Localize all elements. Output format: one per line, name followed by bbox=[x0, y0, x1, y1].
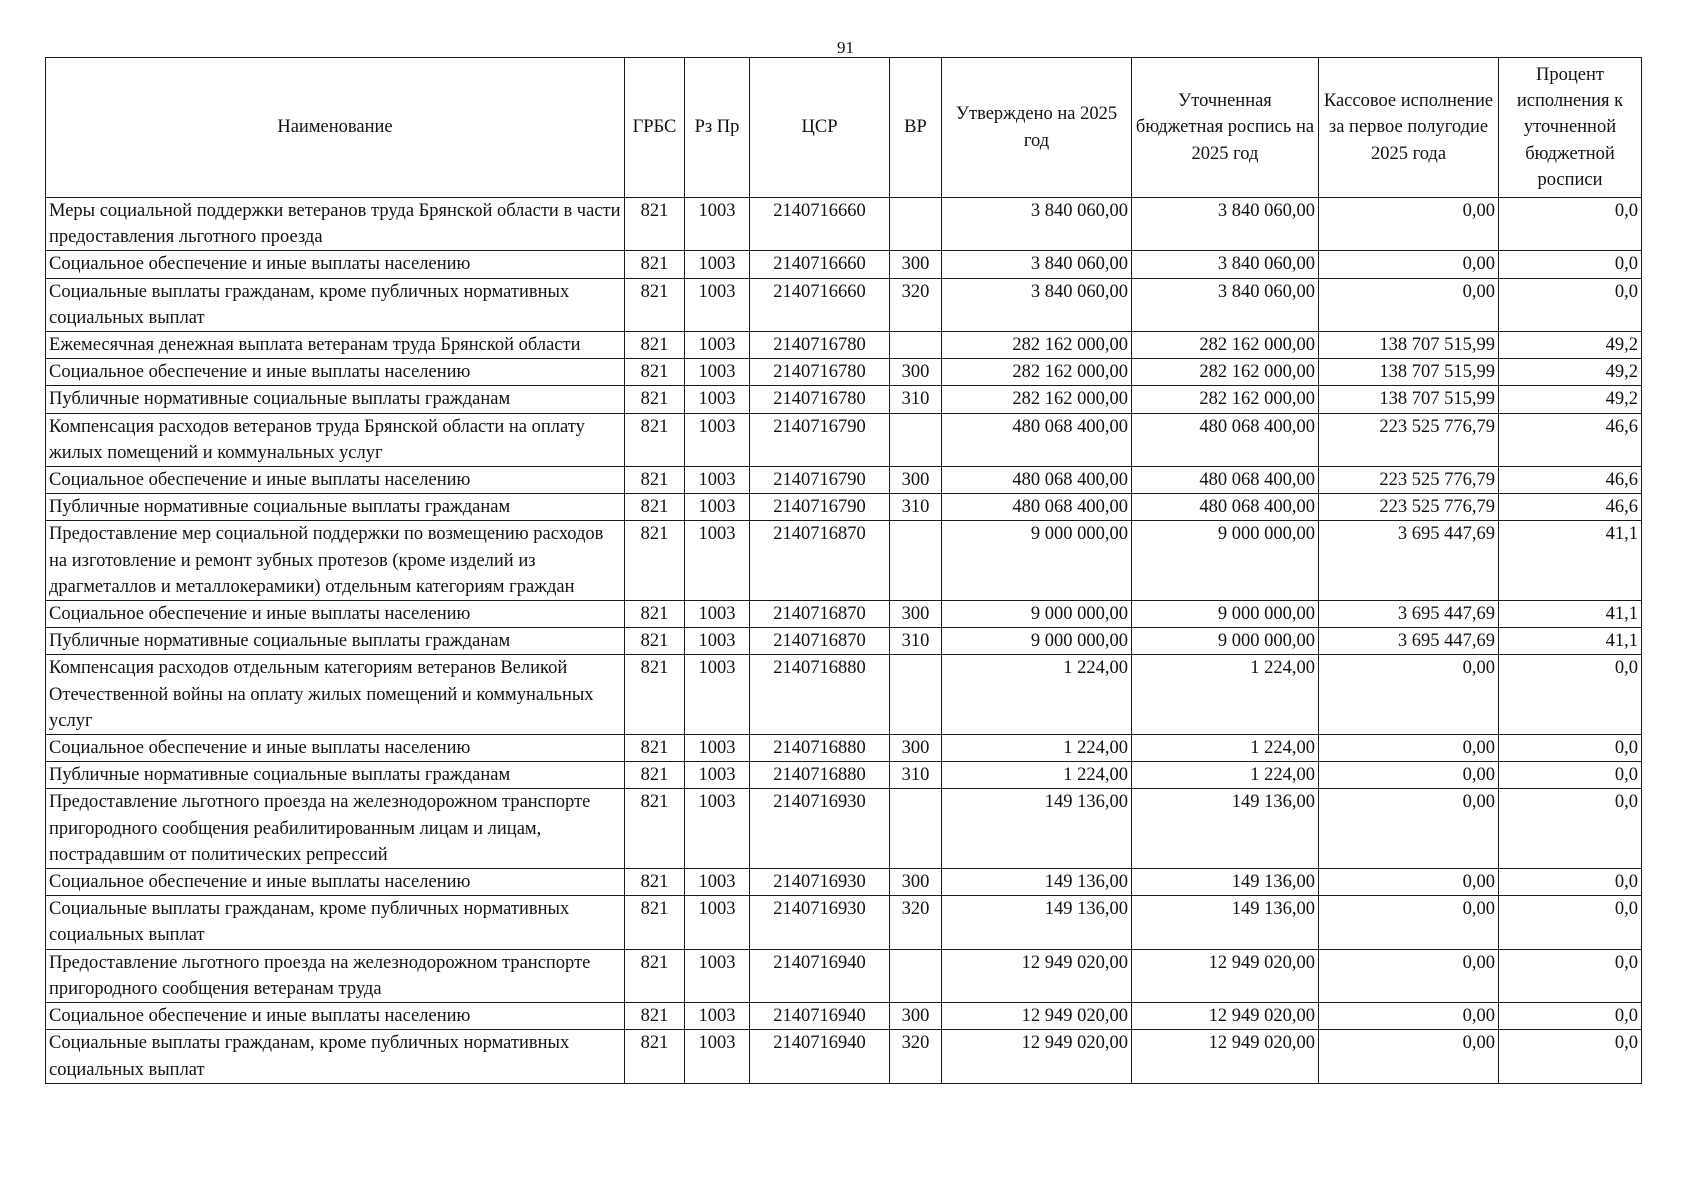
cell-rzpr: 1003 bbox=[685, 735, 750, 762]
cell-cash: 0,00 bbox=[1319, 789, 1499, 869]
cell-rzpr: 1003 bbox=[685, 896, 750, 949]
cell-vr: 300 bbox=[890, 467, 942, 494]
cell-grbs: 821 bbox=[625, 278, 685, 331]
cell-approved: 282 162 000,00 bbox=[942, 332, 1132, 359]
cell-vr: 300 bbox=[890, 251, 942, 278]
budget-execution-table bbox=[45, 57, 1642, 1084]
cell-vr: 300 bbox=[890, 1003, 942, 1030]
cell-csr: 2140716780 bbox=[750, 386, 890, 413]
cell-cash: 0,00 bbox=[1319, 896, 1499, 949]
cell-csr: 2140716930 bbox=[750, 896, 890, 949]
page-number: 91 bbox=[837, 38, 854, 57]
table-row bbox=[46, 628, 1642, 655]
cell-refined: 1 224,00 bbox=[1132, 762, 1319, 789]
cell-csr: 2140716790 bbox=[750, 413, 890, 466]
cell-rzpr: 1003 bbox=[685, 1003, 750, 1030]
cell-percent: 0,0 bbox=[1499, 896, 1642, 949]
cell-percent: 49,2 bbox=[1499, 386, 1642, 413]
cell-name: Предоставление льготного проезда на железнодорожном транспорте пригородного сообщения ветеранам труда bbox=[46, 949, 625, 1002]
cell-grbs: 821 bbox=[625, 655, 685, 735]
cell-refined: 3 840 060,00 bbox=[1132, 278, 1319, 331]
cell-percent: 0,0 bbox=[1499, 655, 1642, 735]
cell-csr: 2140716660 bbox=[750, 278, 890, 331]
cell-vr bbox=[890, 789, 942, 869]
cell-cash: 0,00 bbox=[1319, 1030, 1499, 1083]
cell-csr: 2140716780 bbox=[750, 332, 890, 359]
header-csr: ЦСР bbox=[750, 58, 890, 198]
cell-name: Ежемесячная денежная выплата ветеранам труда Брянской области bbox=[46, 332, 625, 359]
header-grbs: ГРБС bbox=[625, 58, 685, 198]
cell-rzpr: 1003 bbox=[685, 789, 750, 869]
cell-rzpr: 1003 bbox=[685, 413, 750, 466]
table-row bbox=[46, 655, 1642, 735]
cell-cash: 223 525 776,79 bbox=[1319, 494, 1499, 521]
cell-grbs: 821 bbox=[625, 494, 685, 521]
cell-vr: 300 bbox=[890, 359, 942, 386]
cell-grbs: 821 bbox=[625, 762, 685, 789]
cell-grbs: 821 bbox=[625, 949, 685, 1002]
cell-grbs: 821 bbox=[625, 521, 685, 601]
cell-refined: 480 068 400,00 bbox=[1132, 413, 1319, 466]
cell-csr: 2140716660 bbox=[750, 198, 890, 251]
cell-approved: 3 840 060,00 bbox=[942, 278, 1132, 331]
cell-grbs: 821 bbox=[625, 359, 685, 386]
cell-grbs: 821 bbox=[625, 1003, 685, 1030]
cell-csr: 2140716930 bbox=[750, 869, 890, 896]
cell-vr: 300 bbox=[890, 601, 942, 628]
cell-cash: 223 525 776,79 bbox=[1319, 413, 1499, 466]
cell-rzpr: 1003 bbox=[685, 762, 750, 789]
cell-vr bbox=[890, 413, 942, 466]
cell-refined: 149 136,00 bbox=[1132, 869, 1319, 896]
cell-name: Социальные выплаты гражданам, кроме публичных нормативных социальных выплат bbox=[46, 896, 625, 949]
cell-csr: 2140716780 bbox=[750, 359, 890, 386]
cell-csr: 2140716940 bbox=[750, 1003, 890, 1030]
cell-percent: 49,2 bbox=[1499, 359, 1642, 386]
cell-csr: 2140716930 bbox=[750, 789, 890, 869]
header-vr: ВР bbox=[890, 58, 942, 198]
table-row bbox=[46, 467, 1642, 494]
cell-refined: 149 136,00 bbox=[1132, 896, 1319, 949]
table-row bbox=[46, 869, 1642, 896]
cell-grbs: 821 bbox=[625, 467, 685, 494]
cell-grbs: 821 bbox=[625, 869, 685, 896]
cell-approved: 282 162 000,00 bbox=[942, 386, 1132, 413]
cell-grbs: 821 bbox=[625, 601, 685, 628]
cell-grbs: 821 bbox=[625, 198, 685, 251]
cell-name: Социальное обеспечение и иные выплаты населению bbox=[46, 869, 625, 896]
cell-rzpr: 1003 bbox=[685, 278, 750, 331]
cell-approved: 9 000 000,00 bbox=[942, 601, 1132, 628]
cell-grbs: 821 bbox=[625, 628, 685, 655]
cell-approved: 480 068 400,00 bbox=[942, 413, 1132, 466]
header-cash: Кассовое исполнение за первое полугодие 2025 года bbox=[1319, 58, 1499, 198]
cell-csr: 2140716870 bbox=[750, 521, 890, 601]
cell-grbs: 821 bbox=[625, 386, 685, 413]
cell-csr: 2140716880 bbox=[750, 655, 890, 735]
cell-rzpr: 1003 bbox=[685, 494, 750, 521]
cell-cash: 0,00 bbox=[1319, 251, 1499, 278]
cell-csr: 2140716940 bbox=[750, 1030, 890, 1083]
cell-approved: 3 840 060,00 bbox=[942, 251, 1132, 278]
cell-csr: 2140716870 bbox=[750, 601, 890, 628]
table-row bbox=[46, 251, 1642, 278]
cell-vr: 310 bbox=[890, 628, 942, 655]
cell-csr: 2140716660 bbox=[750, 251, 890, 278]
cell-approved: 480 068 400,00 bbox=[942, 494, 1132, 521]
cell-percent: 0,0 bbox=[1499, 251, 1642, 278]
cell-cash: 0,00 bbox=[1319, 278, 1499, 331]
cell-approved: 9 000 000,00 bbox=[942, 521, 1132, 601]
cell-vr: 310 bbox=[890, 762, 942, 789]
cell-vr bbox=[890, 332, 942, 359]
cell-vr: 310 bbox=[890, 494, 942, 521]
cell-grbs: 821 bbox=[625, 896, 685, 949]
cell-name: Социальное обеспечение и иные выплаты населению bbox=[46, 601, 625, 628]
cell-rzpr: 1003 bbox=[685, 521, 750, 601]
cell-name: Предоставление льготного проезда на железнодорожном транспорте пригородного сообщения реабилитированным лицам и лицам, пострадавшим от политических репрессий bbox=[46, 789, 625, 869]
cell-percent: 0,0 bbox=[1499, 1003, 1642, 1030]
cell-name: Социальное обеспечение и иные выплаты населению bbox=[46, 1003, 625, 1030]
cell-name: Социальное обеспечение и иные выплаты населению bbox=[46, 735, 625, 762]
cell-cash: 0,00 bbox=[1319, 735, 1499, 762]
cell-refined: 480 068 400,00 bbox=[1132, 494, 1319, 521]
cell-approved: 149 136,00 bbox=[942, 789, 1132, 869]
cell-percent: 46,6 bbox=[1499, 494, 1642, 521]
cell-approved: 12 949 020,00 bbox=[942, 1030, 1132, 1083]
table-row bbox=[46, 198, 1642, 251]
cell-percent: 0,0 bbox=[1499, 198, 1642, 251]
table-body bbox=[46, 198, 1642, 1084]
table-row bbox=[46, 278, 1642, 331]
header-refined: Уточненная бюджетная роспись на 2025 год bbox=[1132, 58, 1319, 198]
table-row bbox=[46, 521, 1642, 601]
cell-vr: 320 bbox=[890, 896, 942, 949]
cell-approved: 12 949 020,00 bbox=[942, 949, 1132, 1002]
cell-approved: 149 136,00 bbox=[942, 869, 1132, 896]
cell-csr: 2140716790 bbox=[750, 494, 890, 521]
cell-cash: 0,00 bbox=[1319, 655, 1499, 735]
cell-cash: 138 707 515,99 bbox=[1319, 386, 1499, 413]
cell-cash: 0,00 bbox=[1319, 198, 1499, 251]
cell-percent: 0,0 bbox=[1499, 762, 1642, 789]
cell-refined: 282 162 000,00 bbox=[1132, 332, 1319, 359]
cell-name: Социальное обеспечение и иные выплаты населению bbox=[46, 359, 625, 386]
table-row bbox=[46, 386, 1642, 413]
cell-name: Меры социальной поддержки ветеранов труда Брянской области в части предоставления льготного проезда bbox=[46, 198, 625, 251]
cell-cash: 3 695 447,69 bbox=[1319, 601, 1499, 628]
cell-percent: 41,1 bbox=[1499, 601, 1642, 628]
cell-percent: 49,2 bbox=[1499, 332, 1642, 359]
cell-percent: 0,0 bbox=[1499, 1030, 1642, 1083]
cell-refined: 3 840 060,00 bbox=[1132, 251, 1319, 278]
cell-cash: 0,00 bbox=[1319, 762, 1499, 789]
cell-rzpr: 1003 bbox=[685, 467, 750, 494]
cell-cash: 3 695 447,69 bbox=[1319, 628, 1499, 655]
table-row bbox=[46, 494, 1642, 521]
cell-approved: 9 000 000,00 bbox=[942, 628, 1132, 655]
cell-grbs: 821 bbox=[625, 1030, 685, 1083]
cell-csr: 2140716940 bbox=[750, 949, 890, 1002]
table-row bbox=[46, 762, 1642, 789]
cell-rzpr: 1003 bbox=[685, 332, 750, 359]
cell-grbs: 821 bbox=[625, 413, 685, 466]
cell-vr: 310 bbox=[890, 386, 942, 413]
cell-approved: 282 162 000,00 bbox=[942, 359, 1132, 386]
cell-refined: 1 224,00 bbox=[1132, 735, 1319, 762]
cell-refined: 282 162 000,00 bbox=[1132, 359, 1319, 386]
cell-name: Публичные нормативные социальные выплаты гражданам bbox=[46, 386, 625, 413]
cell-grbs: 821 bbox=[625, 735, 685, 762]
cell-name: Социальное обеспечение и иные выплаты населению bbox=[46, 467, 625, 494]
cell-refined: 282 162 000,00 bbox=[1132, 386, 1319, 413]
cell-name: Публичные нормативные социальные выплаты гражданам bbox=[46, 494, 625, 521]
cell-approved: 1 224,00 bbox=[942, 735, 1132, 762]
cell-name: Публичные нормативные социальные выплаты гражданам bbox=[46, 628, 625, 655]
table-row bbox=[46, 735, 1642, 762]
cell-vr bbox=[890, 949, 942, 1002]
cell-cash: 138 707 515,99 bbox=[1319, 359, 1499, 386]
cell-name: Компенсация расходов ветеранов труда Брянской области на оплату жилых помещений и коммунальных услуг bbox=[46, 413, 625, 466]
cell-approved: 1 224,00 bbox=[942, 655, 1132, 735]
cell-cash: 223 525 776,79 bbox=[1319, 467, 1499, 494]
cell-approved: 1 224,00 bbox=[942, 762, 1132, 789]
cell-name: Предоставление мер социальной поддержки по возмещению расходов на изготовление и ремонт зубных протезов (кроме изделий из драгметаллов и металлокерамики) отдельным категориям граждан bbox=[46, 521, 625, 601]
cell-vr: 320 bbox=[890, 278, 942, 331]
cell-percent: 0,0 bbox=[1499, 869, 1642, 896]
cell-vr: 320 bbox=[890, 1030, 942, 1083]
cell-rzpr: 1003 bbox=[685, 869, 750, 896]
cell-approved: 480 068 400,00 bbox=[942, 467, 1132, 494]
cell-rzpr: 1003 bbox=[685, 1030, 750, 1083]
cell-cash: 3 695 447,69 bbox=[1319, 521, 1499, 601]
header-name: Наименование bbox=[46, 58, 625, 198]
cell-cash: 0,00 bbox=[1319, 949, 1499, 1002]
cell-approved: 149 136,00 bbox=[942, 896, 1132, 949]
cell-percent: 0,0 bbox=[1499, 949, 1642, 1002]
cell-vr: 300 bbox=[890, 869, 942, 896]
cell-vr: 300 bbox=[890, 735, 942, 762]
cell-rzpr: 1003 bbox=[685, 359, 750, 386]
cell-grbs: 821 bbox=[625, 251, 685, 278]
header-rzpr: Рз Пр bbox=[685, 58, 750, 198]
cell-refined: 1 224,00 bbox=[1132, 655, 1319, 735]
cell-refined: 12 949 020,00 bbox=[1132, 949, 1319, 1002]
header-approved: Утверждено на 2025 год bbox=[942, 58, 1132, 198]
cell-csr: 2140716880 bbox=[750, 735, 890, 762]
cell-percent: 41,1 bbox=[1499, 628, 1642, 655]
cell-vr bbox=[890, 198, 942, 251]
cell-rzpr: 1003 bbox=[685, 601, 750, 628]
cell-rzpr: 1003 bbox=[685, 628, 750, 655]
table-row bbox=[46, 601, 1642, 628]
cell-grbs: 821 bbox=[625, 332, 685, 359]
cell-name: Социальные выплаты гражданам, кроме публичных нормативных социальных выплат bbox=[46, 278, 625, 331]
header-percent: Процент исполнения к уточненной бюджетной росписи bbox=[1499, 58, 1642, 198]
cell-refined: 480 068 400,00 bbox=[1132, 467, 1319, 494]
cell-refined: 9 000 000,00 bbox=[1132, 628, 1319, 655]
cell-csr: 2140716870 bbox=[750, 628, 890, 655]
cell-name: Публичные нормативные социальные выплаты гражданам bbox=[46, 762, 625, 789]
cell-refined: 3 840 060,00 bbox=[1132, 198, 1319, 251]
cell-cash: 138 707 515,99 bbox=[1319, 332, 1499, 359]
table-row bbox=[46, 332, 1642, 359]
cell-vr bbox=[890, 655, 942, 735]
table-row bbox=[46, 896, 1642, 949]
cell-refined: 149 136,00 bbox=[1132, 789, 1319, 869]
cell-name: Социальные выплаты гражданам, кроме публичных нормативных социальных выплат bbox=[46, 1030, 625, 1083]
cell-cash: 0,00 bbox=[1319, 1003, 1499, 1030]
cell-percent: 46,6 bbox=[1499, 413, 1642, 466]
cell-percent: 46,6 bbox=[1499, 467, 1642, 494]
cell-rzpr: 1003 bbox=[685, 386, 750, 413]
cell-rzpr: 1003 bbox=[685, 655, 750, 735]
table-row bbox=[46, 1003, 1642, 1030]
cell-name: Социальное обеспечение и иные выплаты населению bbox=[46, 251, 625, 278]
cell-csr: 2140716790 bbox=[750, 467, 890, 494]
cell-approved: 3 840 060,00 bbox=[942, 198, 1132, 251]
cell-approved: 12 949 020,00 bbox=[942, 1003, 1132, 1030]
cell-refined: 12 949 020,00 bbox=[1132, 1030, 1319, 1083]
table-row bbox=[46, 359, 1642, 386]
cell-refined: 9 000 000,00 bbox=[1132, 601, 1319, 628]
table-row bbox=[46, 789, 1642, 869]
table-header-row bbox=[46, 58, 1642, 198]
cell-rzpr: 1003 bbox=[685, 251, 750, 278]
cell-rzpr: 1003 bbox=[685, 949, 750, 1002]
cell-name: Компенсация расходов отдельным категориям ветеранов Великой Отечественной войны на оплату жилых помещений и коммунальных услуг bbox=[46, 655, 625, 735]
cell-vr bbox=[890, 521, 942, 601]
cell-refined: 9 000 000,00 bbox=[1132, 521, 1319, 601]
cell-percent: 0,0 bbox=[1499, 278, 1642, 331]
cell-percent: 0,0 bbox=[1499, 789, 1642, 869]
cell-refined: 12 949 020,00 bbox=[1132, 1003, 1319, 1030]
table-row bbox=[46, 949, 1642, 1002]
cell-percent: 0,0 bbox=[1499, 735, 1642, 762]
cell-rzpr: 1003 bbox=[685, 198, 750, 251]
cell-grbs: 821 bbox=[625, 789, 685, 869]
cell-cash: 0,00 bbox=[1319, 869, 1499, 896]
table-row bbox=[46, 413, 1642, 466]
table-row bbox=[46, 1030, 1642, 1083]
cell-csr: 2140716880 bbox=[750, 762, 890, 789]
cell-percent: 41,1 bbox=[1499, 521, 1642, 601]
